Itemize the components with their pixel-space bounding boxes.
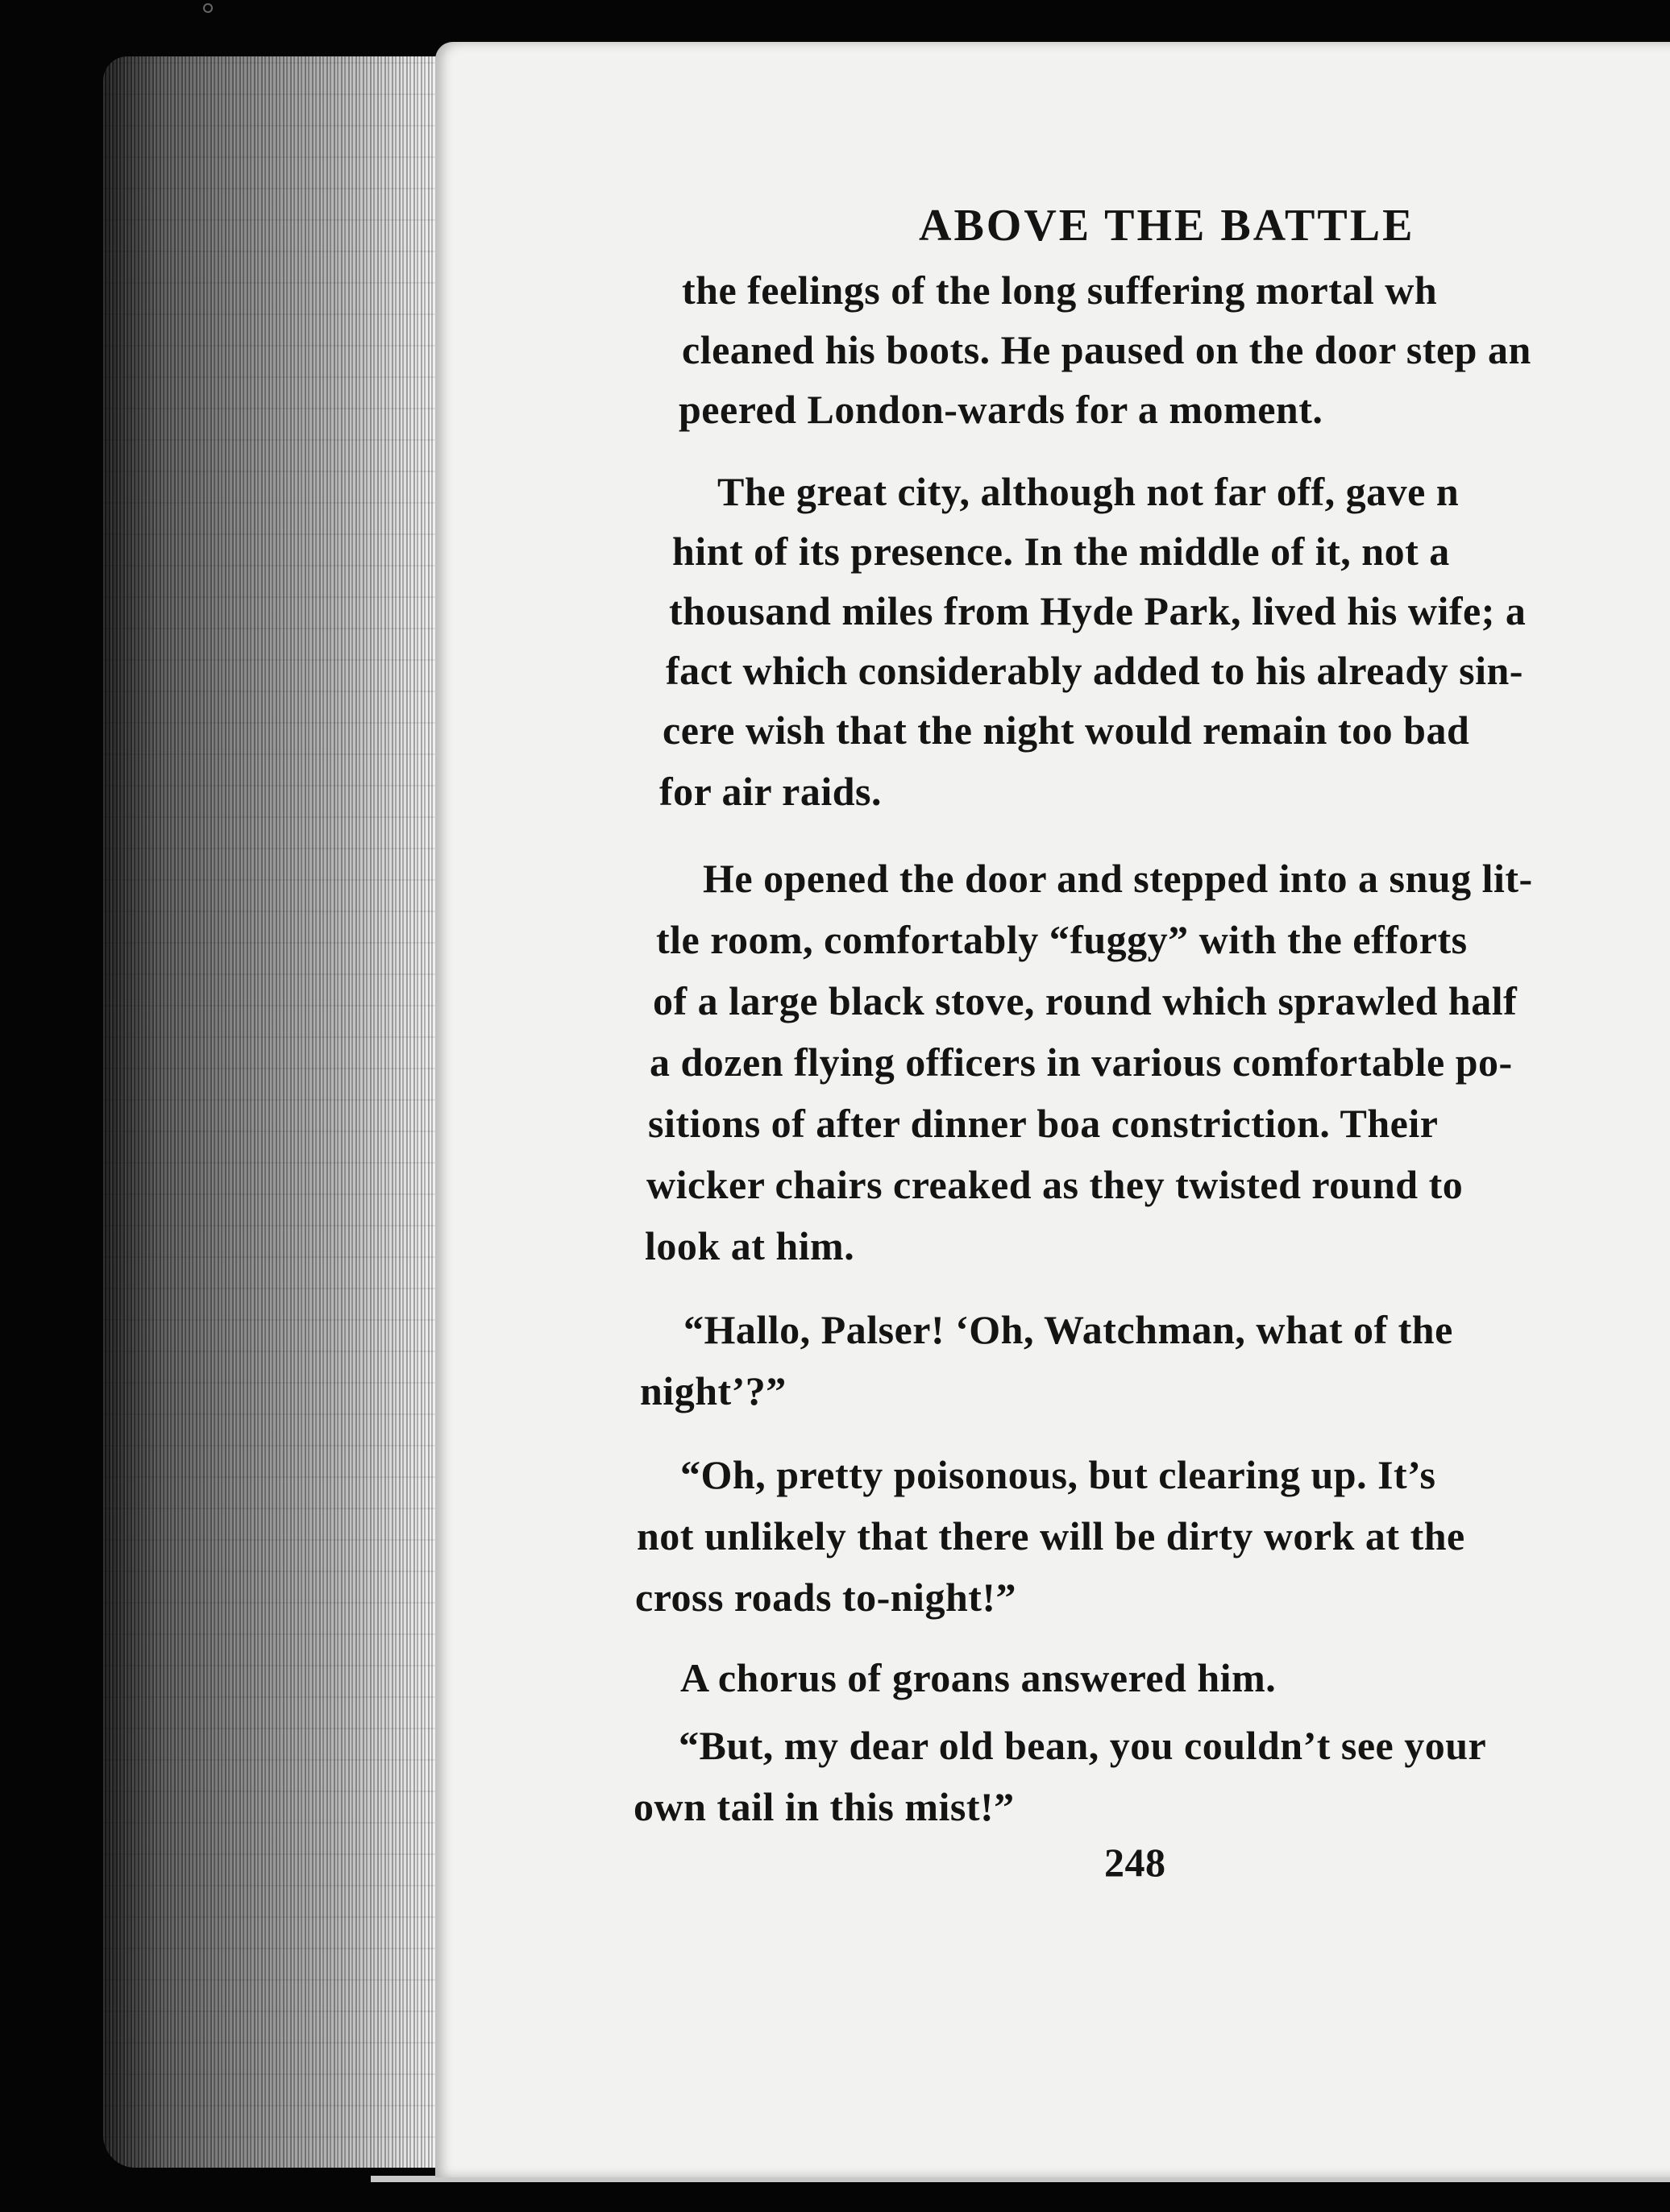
text-line: “But, my dear old bean, you couldn’t see your	[679, 1723, 1487, 1768]
text-line: wicker chairs creaked as they twisted round to	[646, 1162, 1464, 1207]
text-line: hint of its presence. In the middle of it, not a	[672, 529, 1450, 574]
text-line: look at him.	[645, 1223, 855, 1268]
scan-artifact-mark	[203, 3, 213, 13]
text-line: not unlikely that there will be dirty work at the	[637, 1513, 1465, 1558]
text-line: “Hallo, Palser! ‘Oh, Watchman, what of the	[683, 1307, 1453, 1352]
text-line: sitions of after dinner boa constriction. Their	[648, 1101, 1439, 1146]
text-line: of a large black stove, round which sprawled half	[653, 978, 1518, 1023]
text-line: a dozen flying officers in various comfortable po-	[650, 1040, 1513, 1085]
page-number: 248	[1104, 1840, 1166, 1885]
text-line: cleaned his boots. He paused on the door step an	[682, 327, 1531, 372]
text-line: “Oh, pretty poisonous, but clearing up. It’s	[680, 1452, 1436, 1497]
book-page-edges	[103, 56, 442, 2168]
text-line: tle room, comfortably “fuggy” with the efforts	[656, 917, 1468, 962]
text-line: cross roads to-night!”	[635, 1575, 1017, 1620]
text-line: thousand miles from Hyde Park, lived his wife; a	[669, 588, 1527, 633]
text-line: fact which considerably added to his already sin-	[666, 648, 1523, 693]
text-line: peered London-wards for a moment.	[679, 387, 1323, 432]
text-line: A chorus of groans answered him.	[680, 1655, 1277, 1700]
text-line: night’?”	[640, 1368, 787, 1413]
text-line: for air raids.	[659, 769, 882, 814]
text-line: He opened the door and stepped into a snug lit-	[703, 856, 1533, 901]
text-line: cere wish that the night would remain too bad	[663, 708, 1470, 753]
text-line: own tail in this mist!”	[634, 1784, 1015, 1829]
text-line: the feelings of the long suffering mortal wh	[682, 268, 1438, 313]
text-line: The great city, although not far off, gave n	[717, 469, 1460, 514]
running-head: ABOVE THE BATTLE	[919, 201, 1415, 251]
